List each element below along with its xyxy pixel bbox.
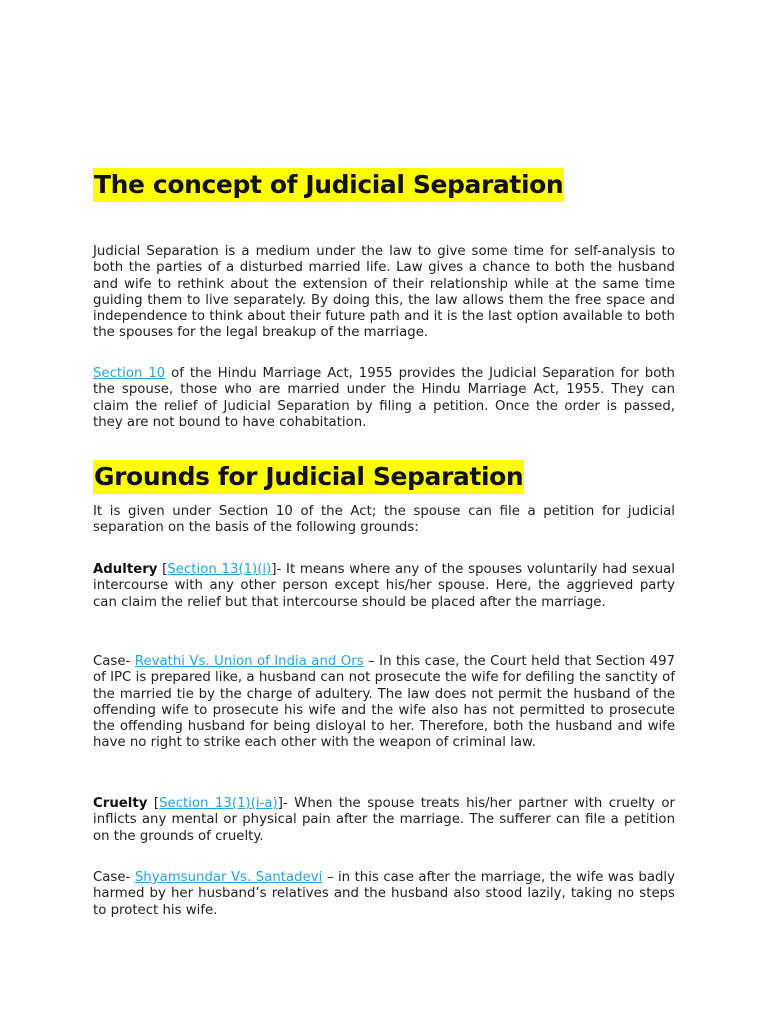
revathi-case-link[interactable]: Revathi Vs. Union of India and Ors: [134, 654, 364, 669]
section-13-1-i-link[interactable]: Section 13(1)(i): [167, 562, 272, 577]
heading-concept: [93, 168, 675, 202]
paragraph-grounds-intro-text: It is given under Section 10 of the Act; the spouse can file a petition for judicial separation on the basis of the following grounds:: [93, 504, 675, 536]
paragraph-case-revathi: Case- Revathi Vs. Union of India and Ors – In this case, the Court held that Section 497 of IPC is prepared like, a husband can not prosecute the wife for defiling the sanctity of the married tie by the charge of adultery. The law does not permit the husband of the offending wife to prosecute his wife and the wife also has not permitted to prosecute the offending husband for being disloyal to her. Therefore, both the husband and wife have no right to strike each other with the weapon of criminal law.: [93, 654, 676, 751]
paragraph-section10-text: of the Hindu Marriage Act, 1955 provides the Judicial Separation for both the spouse, those who are married under the Hindu Marriage Act, 1955. They can claim the relief of Judicial Separation by filing a petition. Once the order is passed, they are not bound to have cohabitation.: [93, 366, 675, 430]
paragraph-intro: [93, 244, 675, 342]
heading-grounds-text: Grounds for Judicial Separation: [93, 460, 524, 494]
paragraph-adultery: Adultery [Section 13(1)(i)]- It means where any of the spouses voluntarily had sexual intercourse with any other person except his/her spouse. Here, the aggrieved party can claim the relief but that intercourse should be placed after the marriage.: [93, 562, 675, 610]
paragraph-intro-text: Judicial Separation is a medium under the law to give some time for self-analysis to both the parties of a disturbed married life. Law gives a chance to both the husband and wife to rethink about the extension of their relationship while at the same time guiding them to live separately. By doing this, the law allows them the free space and independence to think about their future path and it is the last option available to both the spouses for the legal breakup of the marriage.: [93, 244, 675, 341]
section-13-1-i-a-link[interactable]: Section 13(1)(i-a): [159, 796, 278, 811]
paragraph-grounds-intro: [93, 504, 675, 537]
paragraph-cruelty: Cruelty [Section 13(1)(i-a)]- When the spouse treats his/her partner with cruelty or inflicts any mental or physical pain after the marriage. The sufferer can file a petition on the grounds of cruelty.: [93, 796, 675, 844]
cruelty-term: Cruelty: [93, 796, 148, 811]
paragraph-case-shyamsundar: Case- Shyamsundar Vs. Santadevi – in this case after the marriage, the wife was badly harmed by her husband’s relatives and the husband also stood lazily, taking no steps to protect his wife.: [93, 870, 675, 918]
heading-grounds: [93, 460, 675, 494]
cruelty-text: ]- When the spouse treats his/her partner with cruelty or inflicts any mental or physical pain after the marriage. The sufferer can file a petition on the grounds of cruelty.: [93, 796, 675, 844]
section-10-link[interactable]: Section 10: [93, 366, 166, 381]
paragraph-section10: [93, 366, 675, 431]
adultery-term: Adultery: [93, 562, 158, 577]
case-revathi-text: – In this case, the Court held that Section 497 of IPC is prepared like, a husband can not prosecute the wife for defiling the sanctity of the married tie by the charge of adultery. The law does not permit the husband of the offending wife to prosecute his wife and the wife also has not permitted to prosecute the offending husband for being disloyal to her. Therefore, both the husband and wife have no right to strike each other with the weapon of criminal law.: [93, 654, 676, 751]
shyamsundar-case-link[interactable]: Shyamsundar Vs. Santadevi: [134, 870, 323, 885]
case-shyamsundar-text: – in this case after the marriage, the wife was badly harmed by her husband’s relatives and the husband also stood lazily, taking no steps to protect his wife.: [93, 870, 675, 918]
heading-concept-text: The concept of Judicial Separation: [93, 168, 564, 202]
adultery-text: ]- It means where any of the spouses voluntarily had sexual intercourse with any other person except his/her spouse. Here, the aggrieved party can claim the relief but that intercourse should be placed after the marriage.: [93, 562, 675, 610]
